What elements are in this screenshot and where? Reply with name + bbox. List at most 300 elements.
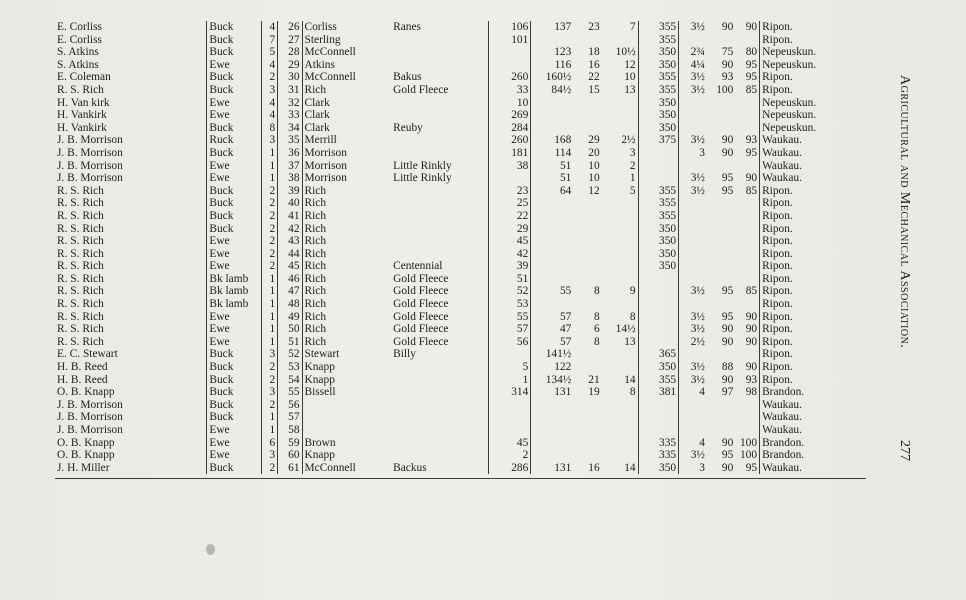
cell-sex: Ewe <box>207 109 262 122</box>
cell-owner: O. B. Knapp <box>55 449 207 462</box>
cell-entry-no: 45 <box>278 260 302 273</box>
cell-residence: Nepeuskun. <box>762 58 817 71</box>
cell-entry-no: 57 <box>278 411 302 424</box>
cell-sire <box>391 411 488 424</box>
table-row <box>55 374 866 387</box>
cell-register-no <box>488 411 531 424</box>
bottom-rule <box>55 478 866 479</box>
cell-score-a <box>707 122 735 135</box>
cell-age: 1 <box>262 285 278 298</box>
cell-growth <box>602 248 638 261</box>
cell-sire: Reuby <box>391 122 488 135</box>
table-row <box>55 285 866 298</box>
cell-age: 3 <box>262 84 278 97</box>
cell-score-b: 85 <box>735 185 759 198</box>
cell-entry-no: 41 <box>278 210 302 223</box>
cell-days <box>638 285 678 298</box>
cell-score-b <box>735 260 759 273</box>
cell-length: 3½ <box>690 184 705 197</box>
cell-weight <box>531 235 574 248</box>
cell-growth: 14 <box>602 462 638 475</box>
cell-breeder: Rich <box>304 222 327 235</box>
cell-fleece <box>573 122 601 135</box>
cell-owner: H. Vankirk <box>55 109 207 122</box>
cell-breeder: Rich <box>304 298 327 311</box>
ink-blot <box>206 544 215 555</box>
cell-sire: Gold Fleece <box>391 298 488 311</box>
cell-sire <box>391 449 488 462</box>
cell-entry-no: 43 <box>278 235 302 248</box>
table-row <box>55 449 866 462</box>
cell-residence: Ripon. <box>762 83 793 96</box>
cell-growth: 13 <box>602 84 638 97</box>
cell-register-no <box>488 424 531 437</box>
cell-weight: 134½ <box>545 373 572 386</box>
cell-weight <box>531 411 574 424</box>
cell-length: 4 <box>699 386 705 399</box>
cell-entry-no: 58 <box>278 424 302 437</box>
cell-register-no <box>488 59 531 72</box>
cell-score-a <box>707 399 735 412</box>
cell-entry-no: 32 <box>278 97 302 110</box>
table-row <box>55 46 866 59</box>
table-row <box>55 34 866 47</box>
cell-length <box>679 411 707 424</box>
cell-weight: 141½ <box>545 348 572 361</box>
cell-weight <box>531 248 574 261</box>
cell-fleece <box>573 34 601 47</box>
cell-score-a <box>707 411 735 424</box>
cell-weight: 131 <box>554 461 572 474</box>
cell-fleece <box>573 210 601 223</box>
cell-age: 2 <box>262 235 278 248</box>
cell-age: 2 <box>262 185 278 198</box>
cell-residence: Ripon. <box>762 197 793 210</box>
cell-growth: 7 <box>602 21 638 34</box>
cell-sire <box>391 386 488 399</box>
cell-age: 6 <box>262 437 278 450</box>
cell-residence: Waukau. <box>762 159 802 172</box>
cell-days: 355 <box>638 84 678 97</box>
cell-growth <box>602 449 638 462</box>
cell-length: 3½ <box>690 310 705 323</box>
cell-sex: Ewe <box>207 97 262 110</box>
cell-register-no <box>488 399 531 412</box>
cell-growth <box>602 273 638 286</box>
cell-owner: R. S. Rich <box>55 84 207 97</box>
cell-score-a <box>707 34 735 47</box>
cell-age: 4 <box>262 21 278 34</box>
cell-breeder <box>302 424 391 437</box>
cell-score-a: 93 <box>721 71 734 84</box>
cell-sex: Ewe <box>207 59 262 72</box>
cell-sire: Billy <box>391 348 488 361</box>
cell-entry-no: 46 <box>278 273 302 286</box>
cell-residence: Ripon. <box>762 260 793 273</box>
cell-days <box>638 298 678 311</box>
cell-score-b <box>735 424 759 437</box>
cell-entry-no: 28 <box>278 46 302 59</box>
cell-fleece: 18 <box>588 46 600 59</box>
cell-register-no: 38 <box>488 160 531 173</box>
cell-entry-no: 61 <box>278 462 302 475</box>
table-row <box>55 122 866 135</box>
cell-owner: R. S. Rich <box>55 285 207 298</box>
cell-residence: Nepeuskun. <box>762 109 817 122</box>
cell-sire <box>391 46 488 59</box>
cell-fleece: 15 <box>588 83 600 96</box>
table-row <box>55 197 866 210</box>
cell-growth <box>602 348 638 361</box>
cell-length <box>679 109 707 122</box>
cell-days: 350 <box>638 109 678 122</box>
table-row <box>55 311 866 324</box>
cell-owner: J. B. Morrison <box>55 399 207 412</box>
cell-owner: R. S. Rich <box>55 260 207 273</box>
cell-breeder: Clark <box>304 109 330 122</box>
cell-sire <box>391 361 488 374</box>
cell-score-a: 97 <box>721 386 734 399</box>
cell-fleece <box>573 109 601 122</box>
cell-growth: 12 <box>602 59 638 72</box>
cell-owner: R. S. Rich <box>55 298 207 311</box>
cell-sex: Buck <box>207 185 262 198</box>
cell-score-b <box>735 248 759 261</box>
cell-growth: 10 <box>602 71 638 84</box>
cell-length: 3½ <box>690 285 705 298</box>
cell-residence: Ripon. <box>762 335 793 348</box>
cell-entry-no: 29 <box>278 59 302 72</box>
cell-days: 375 <box>638 134 678 147</box>
cell-score-a: 90 <box>721 461 734 474</box>
cell-score-b <box>735 160 759 173</box>
cell-age: 3 <box>262 134 278 147</box>
cell-score-b <box>735 399 759 412</box>
cell-sire <box>391 134 488 147</box>
page-number: 277 <box>897 440 912 461</box>
cell-score-a: 90 <box>721 146 734 159</box>
cell-sex: Ruck <box>207 134 262 147</box>
table-row <box>55 323 866 336</box>
cell-fleece: 19 <box>588 386 600 399</box>
cell-length <box>679 160 707 173</box>
cell-owner: R. S. Rich <box>55 197 207 210</box>
cell-age: 2 <box>262 260 278 273</box>
cell-residence: Ripon. <box>762 184 793 197</box>
cell-age: 2 <box>262 374 278 387</box>
cell-residence: Waukau. <box>762 398 802 411</box>
cell-score-a <box>707 97 735 110</box>
cell-score-b: 80 <box>735 46 759 59</box>
cell-entry-no: 26 <box>278 21 302 34</box>
cell-breeder <box>302 399 391 412</box>
cell-entry-no: 60 <box>278 449 302 462</box>
table-row <box>55 160 866 173</box>
table-body <box>55 21 866 474</box>
cell-score-b: 85 <box>735 84 759 97</box>
cell-age: 2 <box>262 223 278 236</box>
cell-fleece: 23 <box>588 21 600 33</box>
cell-fleece <box>573 449 601 462</box>
cell-length <box>679 210 707 223</box>
table-row <box>55 260 866 273</box>
cell-register-no: 2 <box>488 449 531 462</box>
cell-weight: 51 <box>559 159 572 172</box>
cell-score-b: 95 <box>735 462 759 475</box>
cell-breeder: Atkins <box>304 58 335 71</box>
cell-sire: Gold Fleece <box>391 311 488 324</box>
cell-sire <box>391 223 488 236</box>
cell-fleece <box>573 348 601 361</box>
table-row <box>55 399 866 412</box>
cell-fleece: 10 <box>588 172 600 185</box>
cell-breeder: Rich <box>304 310 327 323</box>
cell-sire <box>391 248 488 261</box>
cell-entry-no: 56 <box>278 399 302 412</box>
cell-sire: Gold Fleece <box>391 273 488 286</box>
cell-owner: J. B. Morrison <box>55 424 207 437</box>
cell-sire <box>391 374 488 387</box>
cell-owner: H. B. Reed <box>55 361 207 374</box>
cell-length: 2½ <box>690 335 705 348</box>
cell-fleece <box>573 235 601 248</box>
table-row <box>55 437 866 450</box>
cell-score-a <box>707 424 735 437</box>
cell-growth: 5 <box>602 185 638 198</box>
cell-owner: J. B. Morrison <box>55 160 207 173</box>
cell-fleece <box>573 260 601 273</box>
cell-score-b: 93 <box>735 374 759 387</box>
cell-length <box>679 260 707 273</box>
cell-days <box>638 411 678 424</box>
cell-owner: J. B. Morrison <box>55 172 207 185</box>
cell-weight: 64 <box>559 184 572 197</box>
cell-fleece <box>573 97 601 110</box>
table-row <box>55 336 866 349</box>
cell-length: 3½ <box>690 21 705 33</box>
table-row <box>55 248 866 261</box>
cell-days: 350 <box>638 97 678 110</box>
cell-weight <box>531 399 574 412</box>
cell-entry-no: 48 <box>278 298 302 311</box>
cell-breeder: Morrison <box>304 146 347 159</box>
cell-sex: Bk lamb <box>207 273 262 286</box>
table-row <box>55 298 866 311</box>
cell-age: 3 <box>262 386 278 399</box>
cell-days <box>638 323 678 336</box>
cell-growth <box>602 399 638 412</box>
sheep-register-table <box>55 21 866 474</box>
cell-entry-no: 53 <box>278 361 302 374</box>
cell-sex: Buck <box>207 348 262 361</box>
cell-sex: Buck <box>207 71 262 84</box>
cell-growth: 14 <box>602 374 638 387</box>
cell-entry-no: 37 <box>278 160 302 173</box>
cell-register-no: 57 <box>488 323 531 336</box>
cell-weight: 160½ <box>545 71 572 84</box>
cell-breeder: Rich <box>304 335 327 348</box>
cell-sire: Gold Fleece <box>391 323 488 336</box>
cell-weight: 114 <box>554 146 572 159</box>
cell-breeder <box>302 411 391 424</box>
cell-days <box>638 311 678 324</box>
cell-entry-no: 38 <box>278 172 302 185</box>
cell-fleece: 29 <box>588 134 600 147</box>
cell-register-no: 286 <box>488 462 531 475</box>
cell-breeder: Rich <box>304 83 327 96</box>
cell-score-a <box>707 109 735 122</box>
cell-sex: Buck <box>207 411 262 424</box>
cell-age: 8 <box>262 122 278 135</box>
cell-residence: Waukau. <box>762 146 802 159</box>
cell-owner: E. Corliss <box>55 21 207 34</box>
cell-breeder: Bissell <box>304 386 336 399</box>
cell-residence: Waukau. <box>762 424 802 436</box>
cell-entry-no: 33 <box>278 109 302 122</box>
cell-score-b: 95 <box>735 59 759 72</box>
cell-growth <box>602 260 638 273</box>
cell-breeder: Morrison <box>304 159 347 172</box>
cell-sire <box>391 197 488 210</box>
cell-length: 3½ <box>690 449 705 462</box>
cell-entry-no: 36 <box>278 147 302 160</box>
cell-residence: Waukau. <box>762 411 802 424</box>
cell-register-no: 284 <box>488 122 531 135</box>
cell-weight <box>531 273 574 286</box>
cell-length: 4¼ <box>690 58 705 71</box>
cell-breeder: Rich <box>304 197 327 210</box>
cell-fleece: 8 <box>593 335 600 348</box>
cell-weight <box>531 298 574 311</box>
cell-owner: R. S. Rich <box>55 248 207 261</box>
cell-sex: Buck <box>207 361 262 374</box>
cell-length: 3 <box>699 146 705 159</box>
cell-weight <box>531 34 574 47</box>
cell-sire <box>391 147 488 160</box>
cell-days <box>638 160 678 173</box>
cell-age: 4 <box>262 59 278 72</box>
cell-entry-no: 51 <box>278 336 302 349</box>
cell-growth <box>602 210 638 223</box>
cell-sire: Ranes <box>391 21 488 34</box>
cell-owner: E. C. Stewart <box>55 348 207 361</box>
cell-sex: Buck <box>207 46 262 59</box>
cell-breeder: Rich <box>304 285 327 298</box>
cell-sire <box>391 235 488 248</box>
cell-score-b: 90 <box>735 361 759 374</box>
cell-sire <box>391 34 488 47</box>
cell-register-no: 269 <box>488 109 531 122</box>
cell-register-no: 56 <box>488 336 531 349</box>
cell-fleece: 20 <box>588 146 600 159</box>
cell-length <box>679 235 707 248</box>
cell-sire: Little Rinkly <box>391 172 488 185</box>
cell-length: 3½ <box>690 361 705 374</box>
cell-length: 2¾ <box>690 46 705 59</box>
cell-sire: Little Rinkly <box>391 160 488 173</box>
cell-score-a <box>707 160 735 173</box>
cell-score-b <box>735 348 759 361</box>
cell-weight <box>531 449 574 462</box>
cell-sire: Gold Fleece <box>391 285 488 298</box>
cell-owner: R. S. Rich <box>55 323 207 336</box>
cell-sex: Buck <box>207 223 262 236</box>
cell-score-b: 98 <box>735 386 759 399</box>
cell-register-no: 51 <box>488 273 531 286</box>
cell-score-a <box>707 235 735 248</box>
cell-entry-no: 42 <box>278 223 302 236</box>
cell-growth <box>602 97 638 110</box>
cell-fleece: 22 <box>588 71 600 84</box>
cell-weight: 168 <box>554 134 572 147</box>
cell-entry-no: 54 <box>278 374 302 387</box>
cell-growth: 10½ <box>602 46 638 59</box>
cell-score-b <box>735 197 759 210</box>
cell-sex: Buck <box>207 122 262 135</box>
cell-weight: 116 <box>554 58 572 71</box>
cell-fleece: 12 <box>588 184 600 197</box>
cell-score-b <box>735 223 759 236</box>
cell-score-b: 100 <box>735 449 759 462</box>
cell-length: 3½ <box>690 134 705 147</box>
table-row <box>55 71 866 84</box>
cell-fleece <box>573 298 601 311</box>
table-row <box>55 84 866 97</box>
cell-sire <box>391 210 488 223</box>
cell-days: 350 <box>638 46 678 59</box>
cell-sex: Ewe <box>207 235 262 248</box>
table-row <box>55 361 866 374</box>
cell-sex: Buck <box>207 386 262 399</box>
cell-score-a: 90 <box>721 373 734 386</box>
cell-owner: O. B. Knapp <box>55 437 207 450</box>
cell-breeder: Rich <box>304 272 327 285</box>
cell-owner: O. B. Knapp <box>55 386 207 399</box>
cell-fleece <box>573 411 601 424</box>
cell-register-no: 53 <box>488 298 531 311</box>
cell-growth <box>602 235 638 248</box>
cell-score-b: 90 <box>735 323 759 336</box>
cell-residence: Nepeuskun. <box>762 46 817 59</box>
cell-breeder: Knapp <box>304 361 335 374</box>
cell-owner: E. Coleman <box>55 71 207 84</box>
cell-sex: Ewe <box>207 336 262 349</box>
cell-owner: E. Corliss <box>55 34 207 47</box>
cell-register-no: 52 <box>488 285 531 298</box>
cell-length <box>679 399 707 412</box>
cell-sire: Gold Fleece <box>391 84 488 97</box>
cell-age: 4 <box>262 109 278 122</box>
cell-days: 355 <box>638 34 678 47</box>
cell-residence: Ripon. <box>762 348 793 361</box>
cell-sire: Backus <box>391 462 488 475</box>
cell-entry-no: 47 <box>278 285 302 298</box>
cell-residence: Waukau. <box>762 172 802 185</box>
cell-length <box>679 348 707 361</box>
cell-growth: 2½ <box>602 134 638 147</box>
cell-residence: Brandon. <box>762 386 805 399</box>
cell-sex: Ewe <box>207 449 262 462</box>
cell-length <box>679 122 707 135</box>
cell-days <box>638 399 678 412</box>
cell-sex: Ewe <box>207 323 262 336</box>
cell-age: 1 <box>262 323 278 336</box>
cell-residence: Brandon. <box>762 449 805 462</box>
cell-weight <box>531 122 574 135</box>
cell-residence: Ripon. <box>762 285 793 298</box>
cell-age: 1 <box>262 273 278 286</box>
cell-register-no: 25 <box>488 197 531 210</box>
